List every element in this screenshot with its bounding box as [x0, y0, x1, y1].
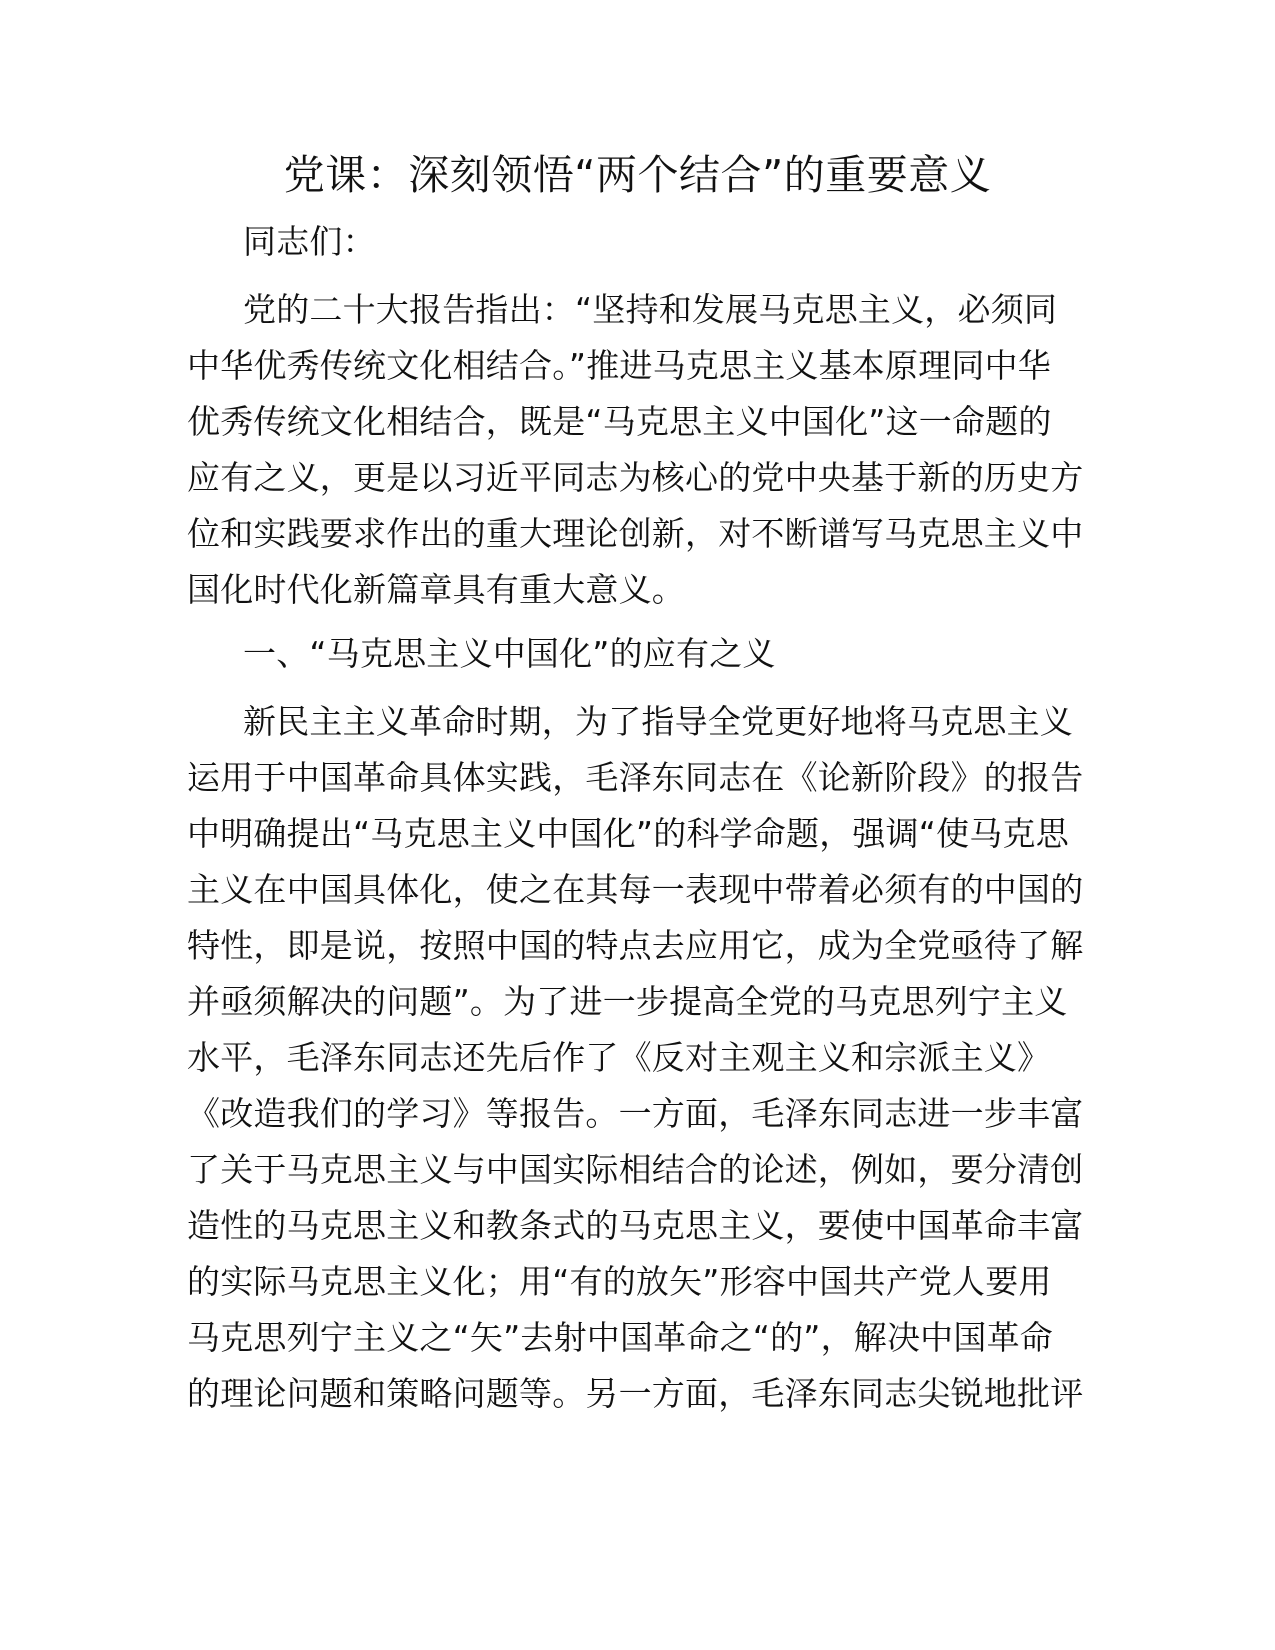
- paragraph-line: 的理论问题和策略问题等。另一方面，毛泽东同志尖锐地批评: [187, 1374, 1084, 1413]
- section-heading: 一、“马克思主义中国化”的应有之义: [243, 634, 776, 673]
- paragraph-line: 优秀传统文化相结合，既是“马克思主义中国化”这一命题的: [187, 402, 1052, 441]
- paragraph-line: 运用于中国革命具体实践，毛泽东同志在《论新阶段》的报告: [187, 758, 1084, 797]
- paragraph-line: 马克思列宁主义之“矢”去射中国革命之“的”，解决中国革命: [187, 1318, 1053, 1357]
- paragraph-line: 应有之义，更是以习近平同志为核心的党中央基于新的历史方: [187, 458, 1084, 497]
- paragraph-line: 了关于马克思主义与中国实际相结合的论述，例如，要分清创: [187, 1150, 1084, 1189]
- paragraph-line: 的实际马克思主义化；用“有的放矢”形容中国共产党人要用: [187, 1262, 1052, 1301]
- paragraph-line: 《改造我们的学习》等报告。一方面，毛泽东同志进一步丰富: [187, 1094, 1084, 1133]
- paragraph-line: 新民主主义革命时期，为了指导全党更好地将马克思主义: [243, 702, 1073, 741]
- paragraph-line: 并亟须解决的问题”。为了进一步提高全党的马克思列宁主义: [187, 982, 1068, 1021]
- paragraph-line: 党的二十大报告指出：“坚持和发展马克思主义，必须同: [243, 290, 1058, 329]
- paragraph-line: 中明确提出“马克思主义中国化”的科学命题，强调“使马克思: [187, 814, 1069, 853]
- paragraph-line: 中华优秀传统文化相结合。”推进马克思主义基本原理同中华: [187, 346, 1051, 385]
- paragraph-line: 主义在中国具体化，使之在其每一表现中带着必须有的中国的: [187, 870, 1084, 909]
- document-title: 党课：深刻领悟“两个结合”的重要意义: [283, 151, 992, 199]
- paragraph-line: 造性的马克思主义和教条式的马克思主义，要使中国革命丰富: [187, 1206, 1084, 1245]
- paragraph-line: 特性，即是说，按照中国的特点去应用它，成为全党亟待了解: [187, 926, 1084, 965]
- paragraph-line: 国化时代化新篇章具有重大意义。: [187, 570, 685, 609]
- paragraph-line: 水平，毛泽东同志还先后作了《反对主观主义和宗派主义》: [187, 1038, 1051, 1077]
- paragraph-line: 位和实践要求作出的重大理论创新，对不断谱写马克思主义中: [187, 514, 1084, 553]
- salutation: 同志们：: [243, 222, 376, 261]
